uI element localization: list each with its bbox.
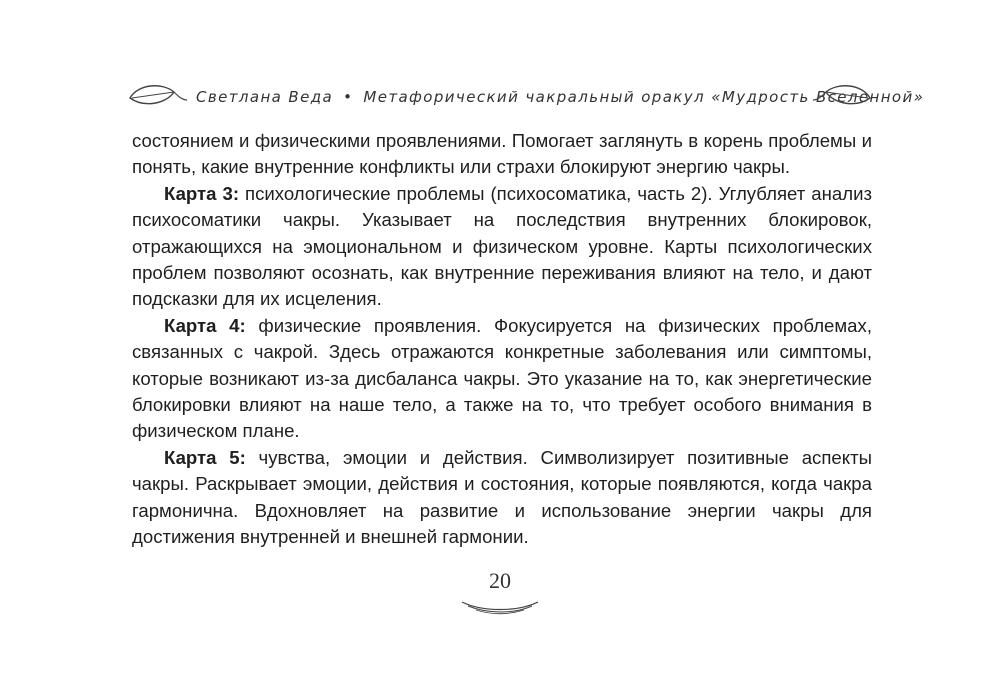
running-header (124, 78, 925, 118)
page-footer (440, 568, 560, 628)
paragraph: состоянием и физическими проявлениями. Помогает заглянуть в корень проблемы и понять, какие внутренние конфликты или страхи блокируют энергию чакры. (132, 130, 872, 178)
page-number: 20 (489, 568, 511, 593)
header-separator: • (343, 88, 354, 106)
card-3-text: психологические проблемы (психосоматика, часть 2). Углубляет анализ психосоматики чакры. Указывает на последствия внутренних блокировок, отражающихся на эмоциональном и физическом уровне. Карты психологических проблем позволяют осознать, как внутренние переживания влияют на тело, и дают подсказки для их исцеления. (132, 182, 872, 310)
card-5-text: чувства, эмоции и действия. Символизирует позитивные аспекты чакры. Раскрывает эмоции, действия и состояния, которые появляются, когда чакра гармонична. Вдохновляет на развитие и использование энергии чакры для достижения внутренней и внешней гармонии. (132, 446, 872, 548)
header-text (196, 88, 925, 106)
header-author: Светлана Веда (196, 88, 334, 106)
card-5-label: Карта 5: (164, 446, 246, 468)
leaf-icon (124, 78, 188, 118)
leaf-ornament-icon (458, 596, 542, 618)
header-book-title: Метафорический чакральный оракул «Мудрость Вселенной» (363, 88, 925, 106)
paragraph-card-3 (132, 181, 872, 313)
card-3-label: Карта 3: (164, 182, 240, 204)
card-4-label: Карта 4: (164, 314, 246, 336)
leaf-icon (812, 78, 876, 118)
card-4-text: физические проявления. Фокусируется на физических проблемах, связанных с чакрой. Здесь отражаются конкретные заболевания или симптомы, которые возникают из-за дисбаланса чакры. Это указание на то, как энергетические блокировки влияют на наше тело, а также на то, что требует особого внимания в физическом плане. (132, 314, 872, 442)
paragraph-card-4 (132, 313, 872, 445)
paragraph-card-5 (132, 445, 872, 551)
page-body (132, 128, 872, 551)
